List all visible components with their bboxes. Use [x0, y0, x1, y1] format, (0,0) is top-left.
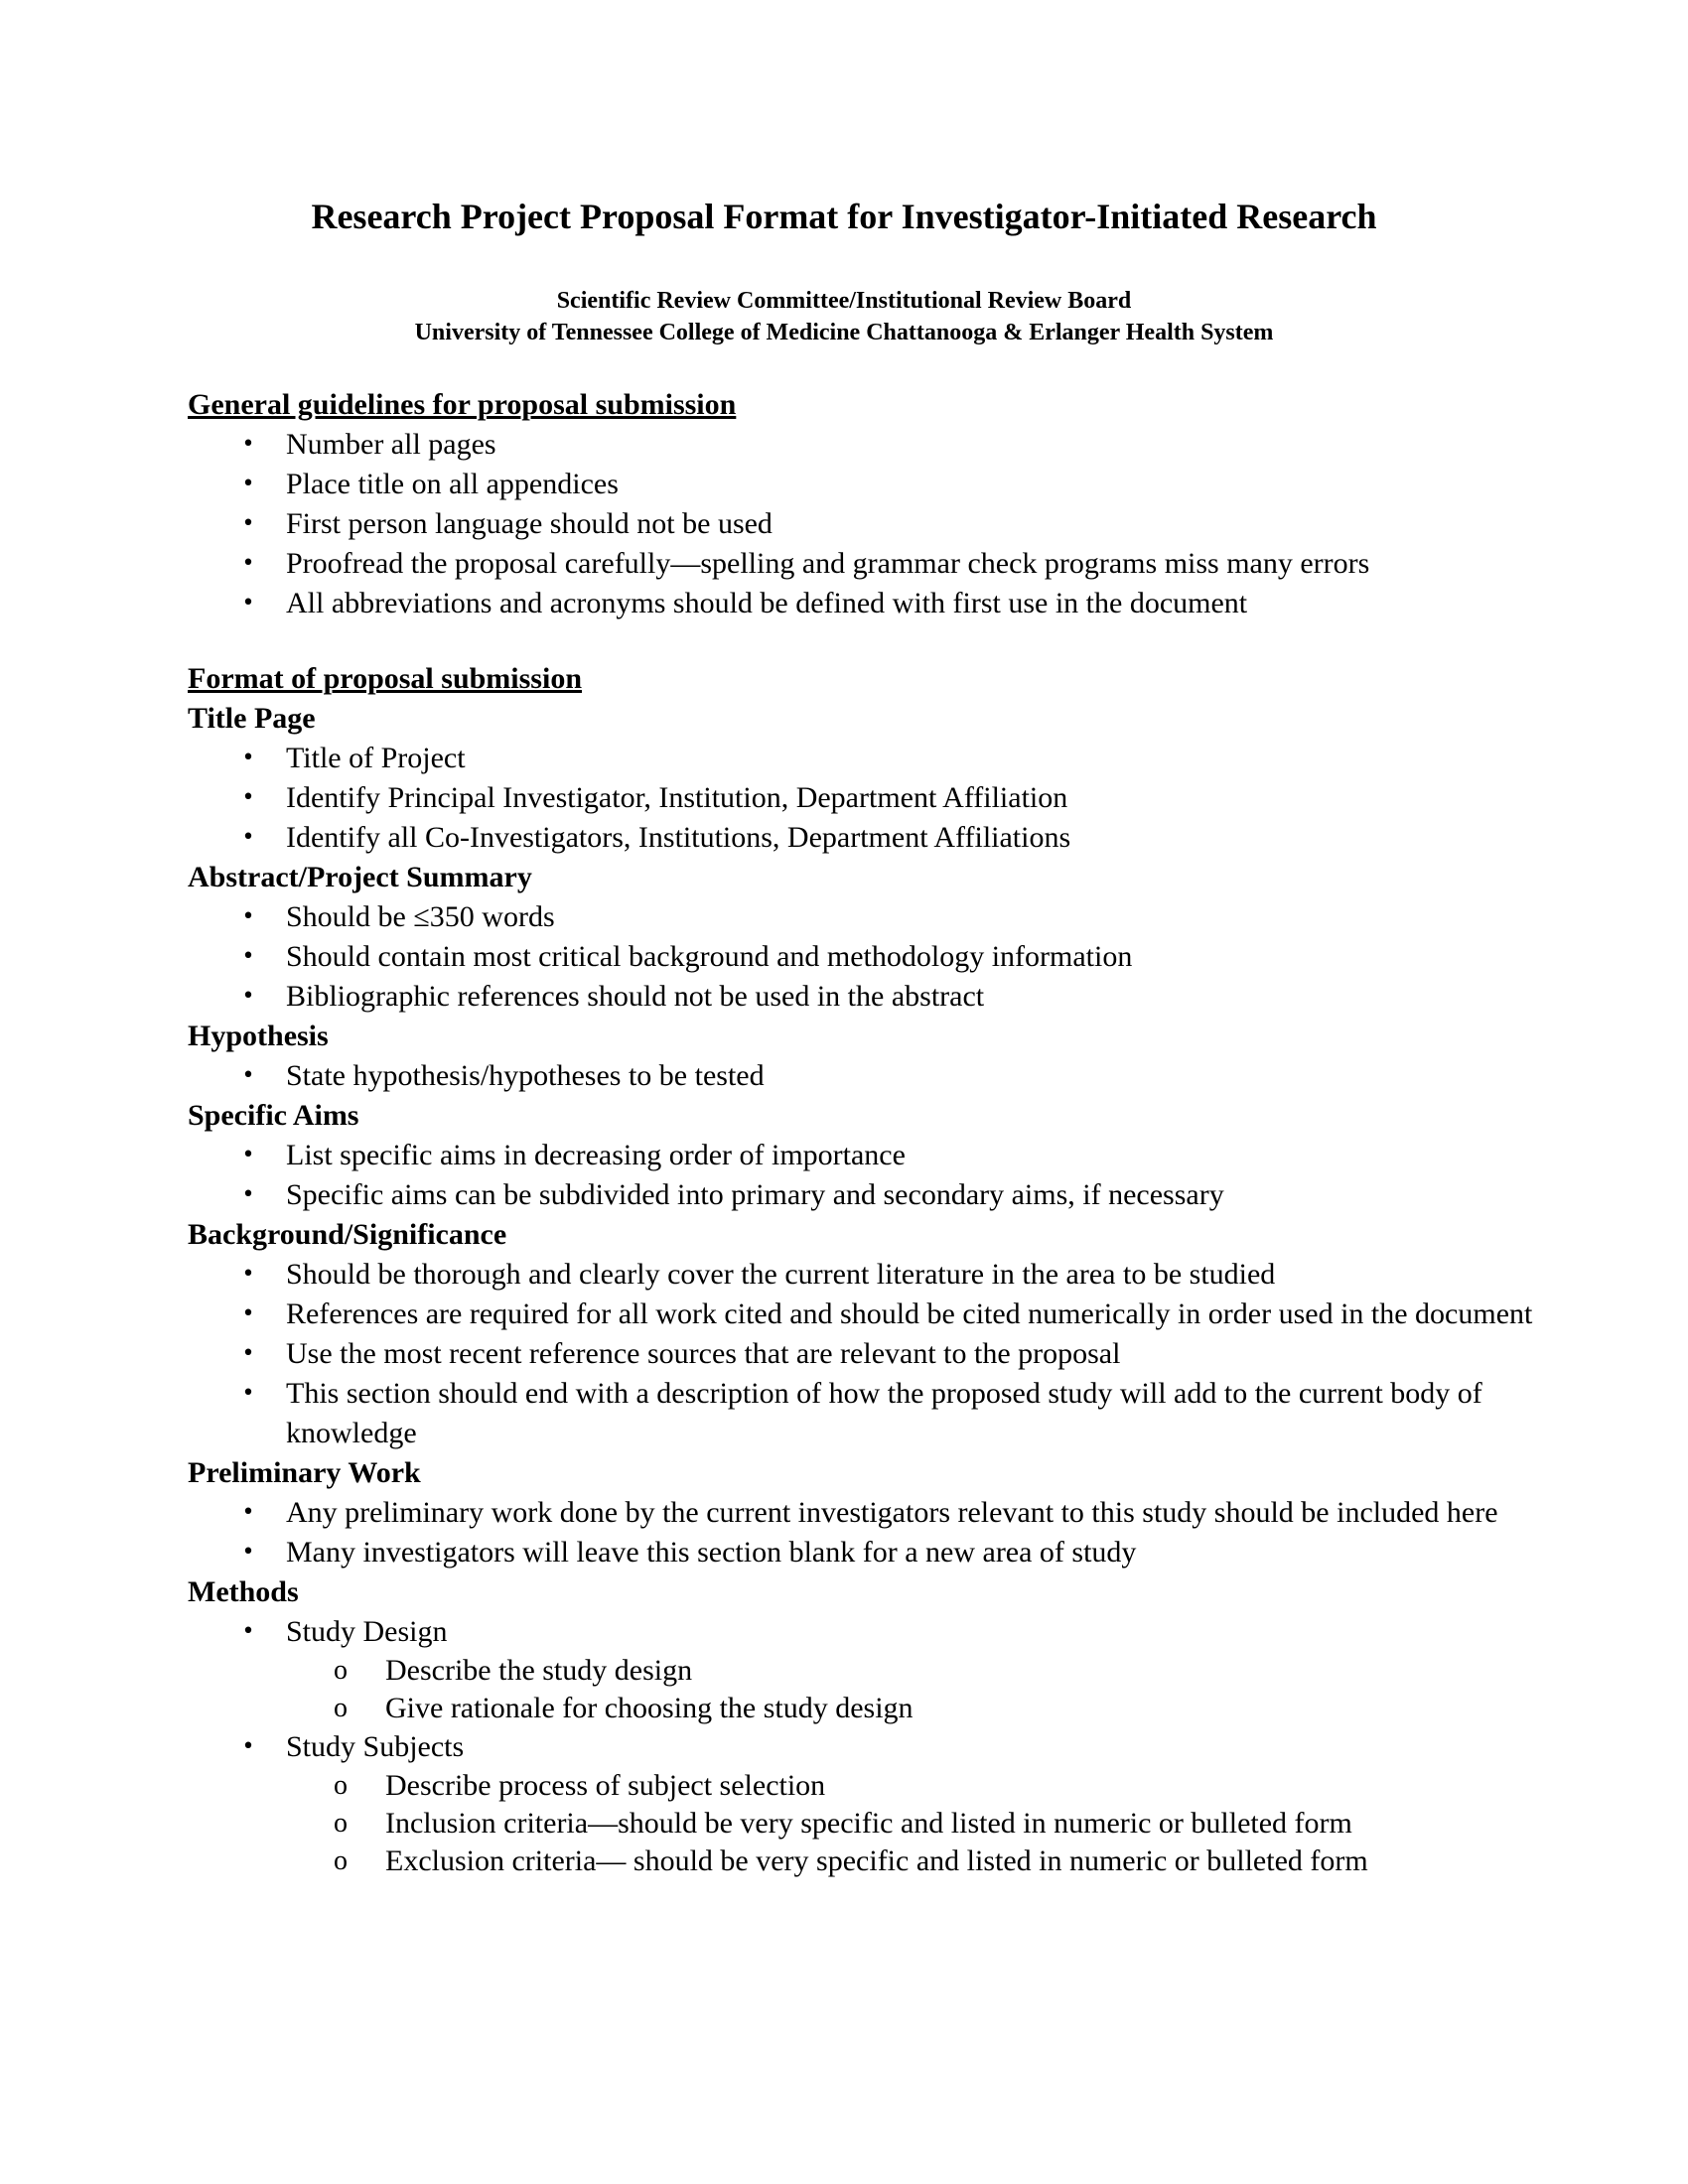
- bullet-icon: •: [241, 904, 255, 929]
- list-item: • Place title on all appendices: [188, 465, 1538, 504]
- list-item: • Title of Project: [188, 739, 1538, 778]
- list-item: • List specific aims in decreasing order of importance: [188, 1136, 1538, 1175]
- list-item: • References are required for all work cited and should be cited numerically in order used in the document: [188, 1295, 1538, 1334]
- general-guidelines-heading: General guidelines for proposal submission: [188, 388, 737, 421]
- bullet-icon: •: [241, 984, 255, 1009]
- methods-heading: Methods: [188, 1575, 299, 1608]
- list-item: • All abbreviations and acronyms should be defined with first use in the document: [188, 584, 1538, 623]
- list-item: • Identify Principal Investigator, Institution, Department Affiliation: [188, 778, 1538, 818]
- methods-list-continued: [188, 1727, 1538, 1767]
- list-item: • Should be thorough and clearly cover the current literature in the area to be studied: [188, 1255, 1538, 1295]
- bullet-icon: •: [241, 472, 255, 496]
- section-spacer: [188, 623, 1538, 659]
- bullet-icon: •: [241, 432, 255, 457]
- bullet-icon: •: [241, 1301, 255, 1326]
- hypothesis-heading: Hypothesis: [188, 1020, 329, 1052]
- list-item: • Should contain most critical background and methodology information: [188, 937, 1538, 977]
- study-subjects-label: Study Subjects: [286, 1730, 465, 1763]
- bullet-icon: •: [241, 1540, 255, 1565]
- sub-bullet-icon: o: [334, 1693, 348, 1723]
- preliminary-work-list: [188, 1493, 1538, 1572]
- bullet-icon: •: [241, 944, 255, 969]
- bullet-icon: •: [241, 1734, 255, 1759]
- list-item: • Number all pages: [188, 425, 1538, 465]
- list-item: • Proofread the proposal carefully—spelling and grammar check programs miss many errors: [188, 544, 1538, 584]
- hypothesis-list: [188, 1056, 1538, 1096]
- bullet-icon: •: [241, 1182, 255, 1207]
- format-heading: Format of proposal submission: [188, 662, 583, 695]
- list-item: o Exclusion criteria— should be very specific and listed in numeric or bulleted form: [286, 1843, 1538, 1880]
- list-item: o Describe process of subject selection: [286, 1767, 1538, 1805]
- general-guidelines-list: [188, 425, 1538, 623]
- sub-bullet-icon: o: [334, 1808, 348, 1839]
- list-item: • First person language should not be used: [188, 504, 1538, 544]
- study-design-list: [286, 1652, 1538, 1727]
- list-item: • This section should end with a description of how the proposed study will add to the current body of knowledge: [188, 1374, 1538, 1453]
- bullet-icon: •: [241, 746, 255, 770]
- bullet-icon: •: [241, 825, 255, 850]
- study-design-label: Study Design: [286, 1615, 448, 1648]
- list-item: • State hypothesis/hypotheses to be tested: [188, 1056, 1538, 1096]
- bullet-icon: •: [241, 785, 255, 810]
- bullet-icon: •: [241, 551, 255, 576]
- list-item: • Identify all Co-Investigators, Institutions, Department Affiliations: [188, 818, 1538, 858]
- bullet-icon: •: [241, 1500, 255, 1525]
- institution-name: University of Tennessee College of Medicine Chattanooga & Erlanger Health System: [414, 320, 1274, 345]
- list-item: [188, 1612, 1538, 1652]
- bullet-icon: •: [241, 511, 255, 536]
- bullet-icon: •: [241, 1063, 255, 1088]
- document-title: Research Project Proposal Format for Investigator-Initiated Research: [311, 197, 1377, 236]
- abstract-heading: Abstract/Project Summary: [188, 861, 532, 893]
- sub-bullet-icon: o: [334, 1655, 348, 1686]
- list-item: • Should be ≤350 words: [188, 897, 1538, 937]
- list-item: o Give rationale for choosing the study design: [286, 1690, 1538, 1727]
- title-page-heading: Title Page: [188, 702, 316, 735]
- list-item: • Specific aims can be subdivided into primary and secondary aims, if necessary: [188, 1175, 1538, 1215]
- bullet-icon: •: [241, 1381, 255, 1406]
- list-item: o Inclusion criteria—should be very specific and listed in numeric or bulleted form: [286, 1805, 1538, 1843]
- list-item: • Any preliminary work done by the current investigators relevant to this study should be included here: [188, 1493, 1538, 1533]
- methods-list: [188, 1612, 1538, 1652]
- list-item: o Describe the study design: [286, 1652, 1538, 1690]
- preliminary-work-heading: Preliminary Work: [188, 1456, 421, 1489]
- list-item: • Use the most recent reference sources that are relevant to the proposal: [188, 1334, 1538, 1374]
- study-subjects-list: [286, 1767, 1538, 1880]
- abstract-list: [188, 897, 1538, 1017]
- background-heading: Background/Significance: [188, 1218, 507, 1251]
- bullet-icon: •: [241, 1341, 255, 1366]
- list-item: • Many investigators will leave this section blank for a new area of study: [188, 1533, 1538, 1572]
- sub-bullet-icon: o: [334, 1845, 348, 1876]
- specific-aims-heading: Specific Aims: [188, 1099, 359, 1132]
- title-page-list: [188, 739, 1538, 858]
- bullet-icon: •: [241, 1262, 255, 1287]
- list-item: [188, 1727, 1538, 1767]
- background-list: [188, 1255, 1538, 1453]
- bullet-icon: •: [241, 1619, 255, 1644]
- sub-bullet-icon: o: [334, 1770, 348, 1801]
- committee-name: Scientific Review Committee/Institutional Review Board: [556, 288, 1132, 314]
- specific-aims-list: [188, 1136, 1538, 1215]
- list-item: • Bibliographic references should not be used in the abstract: [188, 977, 1538, 1017]
- bullet-icon: •: [241, 1143, 255, 1167]
- document-body: [188, 385, 1538, 1880]
- bullet-icon: •: [241, 591, 255, 615]
